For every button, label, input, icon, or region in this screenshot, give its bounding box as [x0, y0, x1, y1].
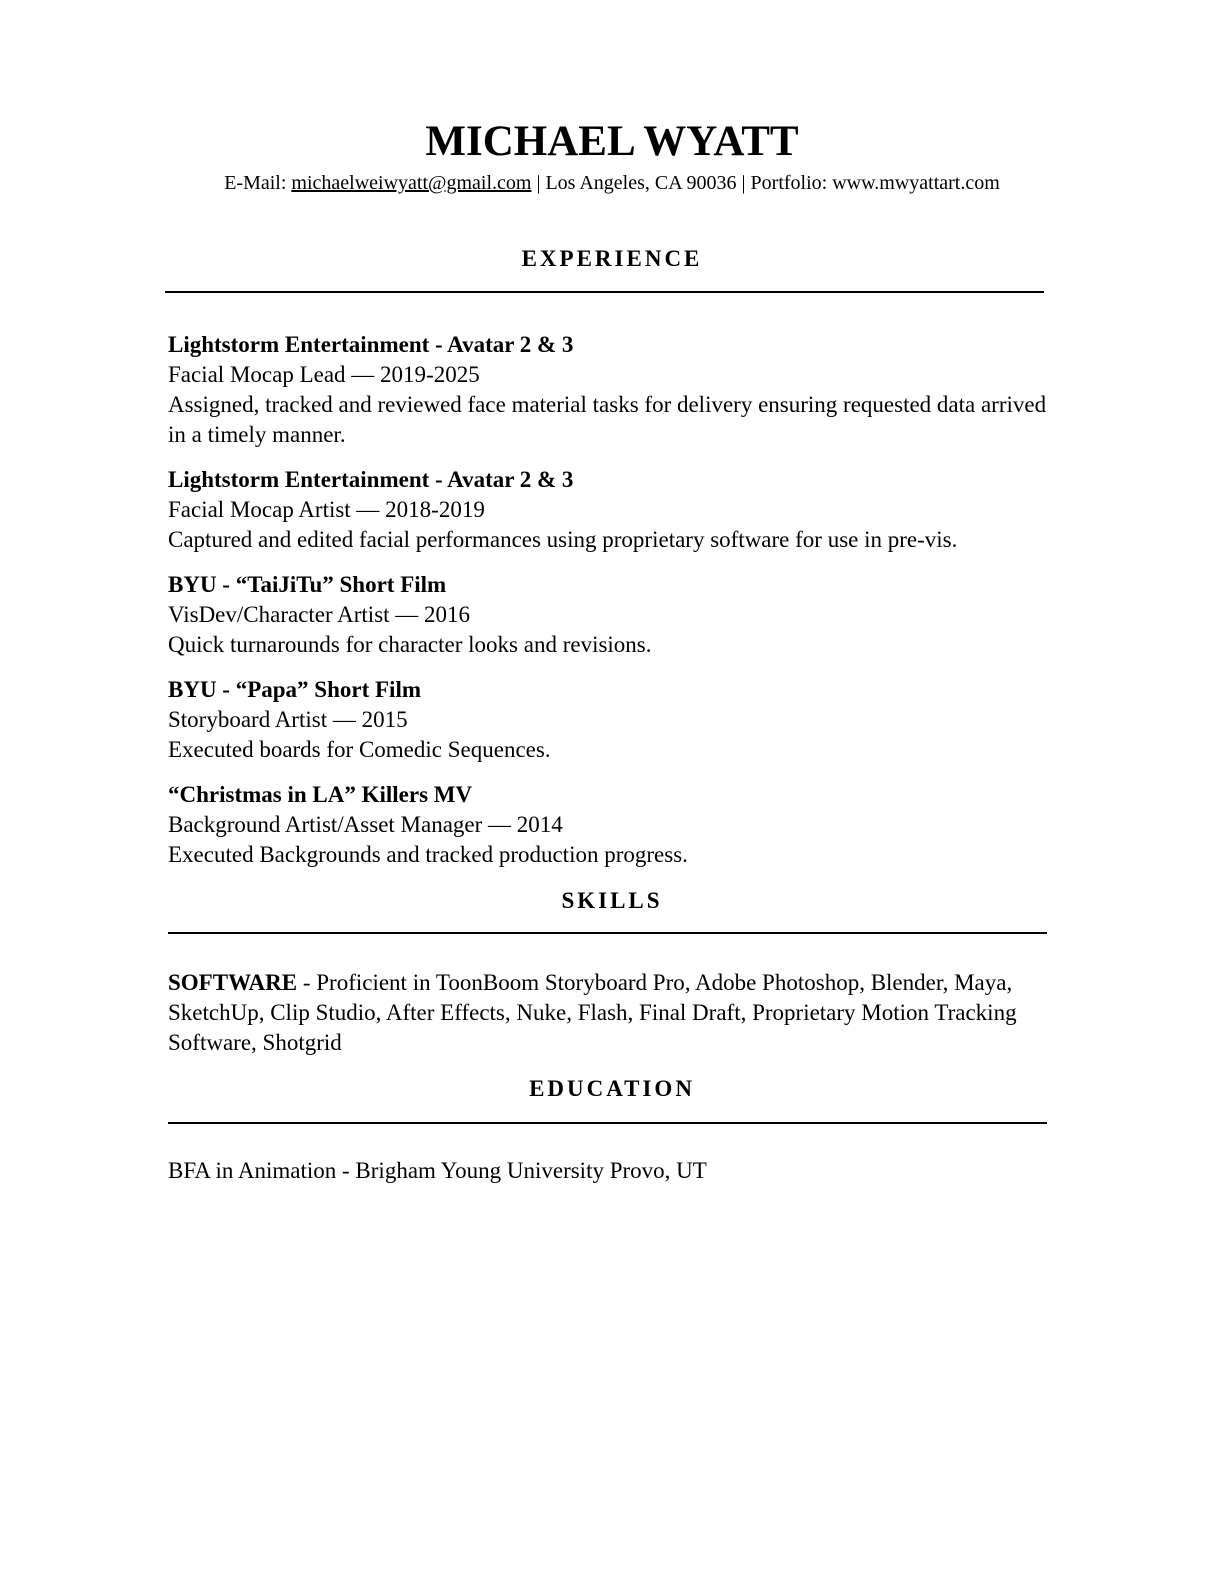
entry-description: Quick turnarounds for character looks and revisions. [168, 632, 652, 657]
experience-entry [168, 570, 1048, 660]
entry-role: Storyboard Artist — 2015 [168, 707, 408, 732]
skills-divider [168, 932, 1047, 934]
email-label: E-Mail: [224, 172, 292, 194]
education-entry: BFA in Animation - Brigham Young University Provo, UT [168, 1158, 707, 1183]
experience-heading: EXPERIENCE [521, 246, 703, 271]
experience-entry [168, 780, 1048, 870]
experience-divider [165, 291, 1044, 293]
entry-description: Executed boards for Comedic Sequences. [168, 737, 551, 762]
experience-entry [168, 330, 1048, 450]
entry-heading: “Christmas in LA” Killers MV [168, 782, 473, 807]
location-portfolio: | Los Angeles, CA 90036 | Portfolio: www.mwyattart.com [531, 172, 1000, 194]
entry-heading: Lightstorm Entertainment - Avatar 2 & 3 [168, 332, 574, 357]
entry-description: Captured and edited facial performances using proprietary software for use in pre-vis. [168, 527, 958, 552]
entry-description: Executed Backgrounds and tracked production progress. [168, 842, 688, 867]
skills-text: - Proficient in ToonBoom Storyboard Pro, Adobe Photoshop, Blender, Maya, SketchUp, Clip Studio, After Effects, Nuke, Flash, Final Draft, Proprietary Motion Tracking Software, Shotgrid [168, 970, 1017, 1055]
resume-name: MICHAEL WYATT [425, 118, 799, 165]
entry-role: Facial Mocap Lead — 2019-2025 [168, 362, 480, 387]
entry-role: Facial Mocap Artist — 2018-2019 [168, 497, 485, 522]
entry-heading: Lightstorm Entertainment - Avatar 2 & 3 [168, 467, 574, 492]
skills-label: SOFTWARE [168, 970, 298, 995]
entry-description: Assigned, tracked and reviewed face material tasks for delivery ensuring requested data arrived in a timely manner. [168, 392, 1047, 447]
skills-heading: SKILLS [561, 888, 663, 913]
entry-role: VisDev/Character Artist — 2016 [168, 602, 471, 627]
experience-entry [168, 465, 1048, 555]
education-heading: EDUCATION [529, 1076, 695, 1101]
entry-heading: BYU - “TaiJiTu” Short Film [168, 572, 447, 597]
skills-software [168, 968, 1053, 1058]
education-divider [168, 1122, 1047, 1124]
entry-heading: BYU - “Papa” Short Film [168, 677, 421, 702]
experience-entry [168, 675, 1048, 765]
contact-line [0, 171, 1224, 195]
entry-role: Background Artist/Asset Manager — 2014 [168, 812, 563, 837]
email-link[interactable]: michaelweiwyatt@gmail.com [291, 172, 532, 194]
